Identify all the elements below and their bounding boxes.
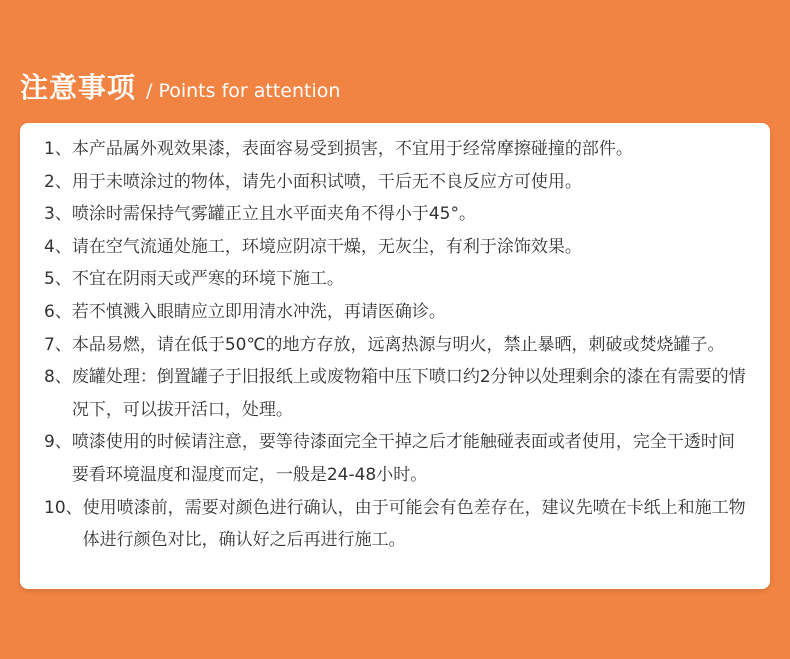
note-item-2 — [44, 166, 750, 199]
note-text: 用于未喷涂过的物体，请先小面积试喷，干后无不良反应方可使用。 — [71, 171, 582, 192]
note-item-6 — [44, 296, 750, 329]
note-number: 6、 — [44, 301, 72, 322]
notes-card — [20, 123, 770, 589]
note-number: 8、 — [44, 367, 72, 388]
notes-list — [44, 133, 750, 557]
note-text: 不宜在阴雨天或严寒的环境下施工。 — [71, 269, 344, 290]
note-text: 废罐处理：倒置罐子于旧报纸上或废物箱中压下喷口约2分钟以处理剩余的漆在有需要的情况下，可以拔开活口，处理。 — [71, 367, 746, 420]
note-text: 若不慎溅入眼睛应立即用清水冲洗，再请医确诊。 — [71, 301, 446, 322]
note-text: 请在空气流通处施工，环境应阴凉干燥，无灰尘，有利于涂饰效果。 — [71, 236, 582, 257]
note-number: 4、 — [44, 236, 72, 257]
note-item-7 — [44, 329, 750, 362]
section-title: 注意事项 — [20, 71, 137, 104]
note-number: 9、 — [44, 432, 72, 453]
note-item-4 — [44, 231, 750, 264]
note-number: 5、 — [44, 269, 72, 290]
note-item-9 — [44, 426, 750, 491]
note-item-5 — [44, 263, 750, 296]
note-number: 1、 — [44, 139, 72, 159]
note-text: 喷漆使用的时候请注意，要等待漆面完全干掉之后才能触碰表面或者使用，完全干透时间要看环境温度和湿度而定，一般是24-48小时。 — [71, 432, 735, 485]
note-text: 本产品属外观效果漆，表面容易受到损害，不宜用于经常摩擦碰撞的部件。 — [71, 139, 633, 159]
note-item-1 — [44, 133, 750, 166]
note-item-3 — [44, 198, 750, 231]
note-number: 10、 — [44, 497, 83, 518]
note-number: 7、 — [44, 334, 72, 355]
section-header — [20, 66, 340, 106]
note-item-10 — [44, 492, 750, 557]
note-number: 2、 — [44, 171, 72, 192]
note-text: 喷涂时需保持气雾罐正立且水平面夹角不得小于45°。 — [71, 204, 476, 225]
note-number: 3、 — [44, 204, 72, 225]
note-item-8 — [44, 361, 750, 426]
note-text: 本品易燃，请在低于50℃的地方存放，远离热源与明火，禁止暴晒，刺破或焚烧罐子。 — [71, 334, 725, 355]
note-text: 使用喷漆前，需要对颜色进行确认，由于可能会有色差存在，建议先喷在卡纸上和施工物体进行颜色对比，确认好之后再进行施工。 — [82, 497, 746, 551]
section-subtitle: / Points for attention — [146, 80, 341, 102]
